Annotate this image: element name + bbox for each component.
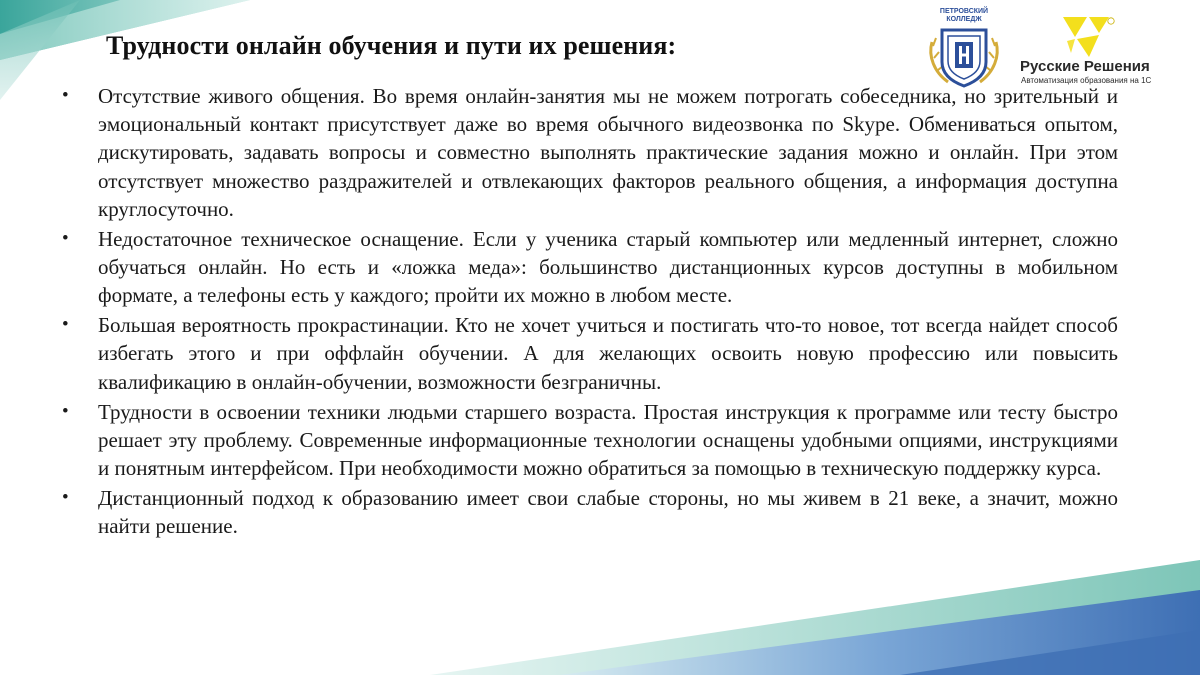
bullet-text: Большая вероятность прокрастинации. Кто не хочет учиться и постигать что-то новое, тот всегда найдет способ избегать этого и при оффлайн обучении. А для желающих освоить новую профессию или повысить квалификацию в онлайн-обучении, возможности безграничны. xyxy=(98,313,1118,394)
bullet-text: Трудности в освоении техники людьми старшего возраста. Простая инструкция к программе или тесту быстро решает эту проблему. Современные информационные технологии оснащены удобными опциями, инструкциями и понятным интерфейсом. При необходимости можно обратиться за помощью в техническую поддержку курса. xyxy=(98,399,1118,481)
bullet-item-conclusion xyxy=(62,484,1118,540)
russkie-resheniya-logo-mark xyxy=(1059,13,1115,61)
bullet-item-communication xyxy=(62,82,1118,223)
bullet-text: Дистанционный подход к образованию имеет свои слабые стороны, но мы живем в 21 веке, а значит, можно найти решение. xyxy=(98,486,1118,539)
bullet-item-older-users xyxy=(62,398,1118,483)
bullet-item-procrastination xyxy=(62,311,1118,396)
bullet-marker: • xyxy=(62,400,69,422)
bullet-marker: • xyxy=(62,227,69,249)
slide-title: Трудности онлайн обучения и пути их решения: xyxy=(106,31,677,60)
bullet-marker: • xyxy=(62,487,69,509)
college-logo-emblem xyxy=(924,12,1004,92)
russkie-resheniya-tagline: Автоматизация образования на 1С xyxy=(1021,76,1152,85)
bullet-list xyxy=(62,82,1118,542)
russkie-resheniya-name: Русские Решения xyxy=(1020,58,1150,75)
college-logo-caption: ПЕТРОВСКИЙ КОЛЛЕДЖ xyxy=(939,8,989,23)
bullet-marker: • xyxy=(62,85,69,106)
bullet-text: Отсутствие живого общения. Во время онлайн-занятия мы не можем потрогать собеседника, но зрительный и эмоциональный контакт присутствует даже во время обычного видеозвонка по Skype. Обмениваться опытом, дискутировать, задавать вопросы и совместно выполнять практические задания можно и онлайн. При этом отсутствует множество раздражителей и отвлекающих факторов реального общения, а информация доступна круглосуточно. xyxy=(98,84,1118,221)
bullet-marker: • xyxy=(62,314,69,336)
bullet-text: Недостаточное техническое оснащение. Если у ученика старый компьютер или медленный интернет, сложно обучаться онлайн. Но есть и «ложка меда»: большинство дистанционных курсов доступны в мобильном формате, а телефоны есть у каждого; пройти их можно в любом месте. xyxy=(98,226,1118,308)
logos xyxy=(916,8,1200,92)
bullet-item-equipment xyxy=(62,225,1118,310)
